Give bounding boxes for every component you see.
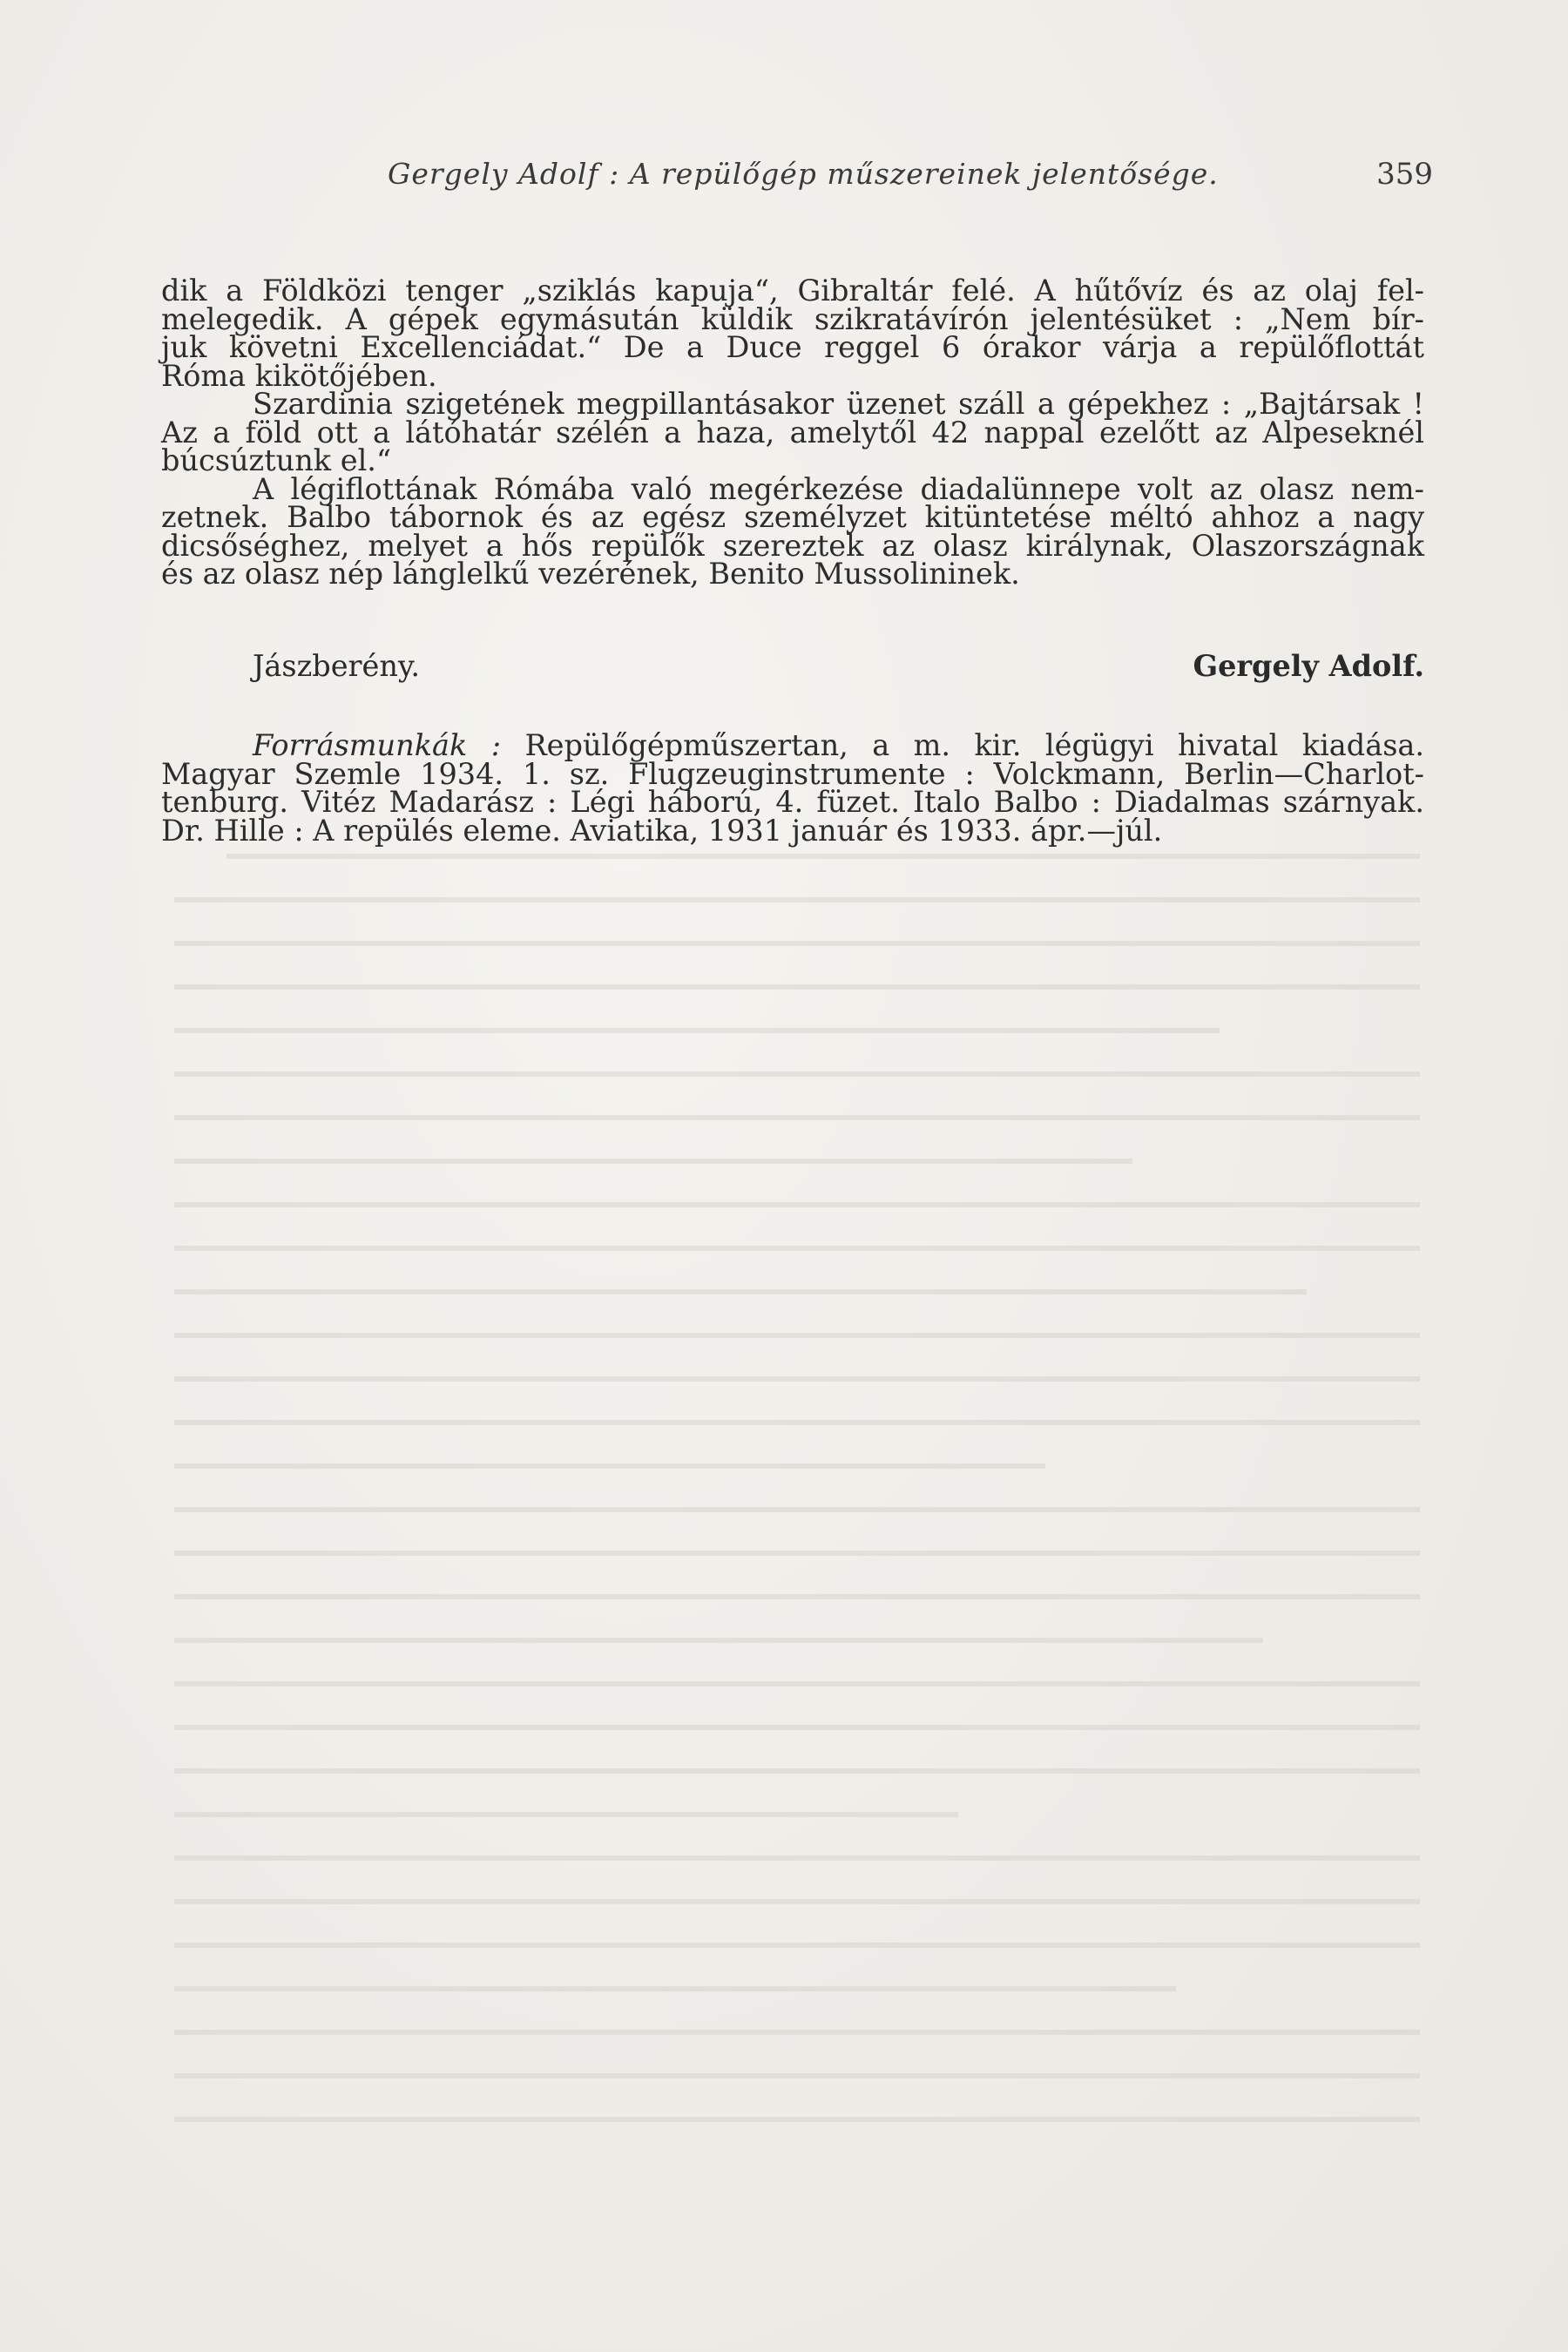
- text-line: dicsőséghez, melyet a hős repülők szereztek az olasz királynak, Olaszországnak: [161, 528, 1424, 563]
- text-line: dik a Földközi tenger „sziklás kapuja“, Gibraltár felé. A hűtővíz és az olaj fel-: [161, 274, 1424, 308]
- text-line: melegedik. A gépek egymásután küldik szikratávírón jelentésüket : „Nem bír-: [161, 301, 1424, 336]
- sources-line: tenburg. Vitéz Madarász : Légi háború, 4. füzet. Italo Balbo : Diadalmas szárnyak.: [161, 785, 1424, 819]
- signoff: [161, 649, 1424, 684]
- text-line: zetnek. Balbo tábornok és az egész személyzet kitüntetése méltó ahhoz a nagy: [161, 500, 1424, 534]
- paragraph: [161, 387, 1424, 477]
- running-head: [161, 157, 1433, 209]
- text-line: A légiflottának Rómába való megérkezése diadalünnepe volt az olasz nem-: [253, 471, 1424, 506]
- sources-first-line: [161, 728, 1425, 762]
- text-line: Szardinia szigetének megpillantásakor üzenet száll a gépekhez : „Bajtársak !: [253, 387, 1424, 421]
- sources-block: [161, 728, 1425, 848]
- text-line: Róma kikötőjében.: [161, 358, 437, 393]
- article-body: [161, 274, 1424, 591]
- page-number: 359: [1376, 157, 1433, 192]
- text-line: juk követni Excellenciádat.“ De a Duce reggel 6 órakor várja a repülőflottát: [161, 330, 1424, 364]
- text-line: és az olasz nép lánglelkű vezérének, Benito Mussolininek.: [161, 557, 1020, 591]
- sources-line: Dr. Hille : A repülés eleme. Aviatika, 1931 január és 1933. ápr.—júl.: [161, 813, 1163, 848]
- text-line: Az a föld ott a látóhatár szélén a haza, amelytől 42 nappal ezelőtt az Alpeseknél: [161, 415, 1424, 449]
- signoff-author: Gergely Adolf.: [1193, 649, 1424, 683]
- paragraph: [161, 274, 1424, 393]
- running-head-title: Gergely Adolf : A repülőgép műszereinek jelentősége.: [388, 157, 1219, 191]
- signoff-place: Jászberény.: [253, 649, 421, 683]
- text-line: búcsúztunk el.“: [161, 443, 392, 477]
- sources-line: Magyar Szemle 1934. 1. sz. Flugzeuginstrumente : Volckmann, Berlin—Charlot-: [161, 756, 1424, 791]
- paragraph: [161, 471, 1424, 591]
- sources-label: Forrásmunkák :: [253, 728, 501, 762]
- sources-first-line-text: Repülőgépműszertan, a m. kir. légügyi hivatal kiadása.: [524, 728, 1425, 762]
